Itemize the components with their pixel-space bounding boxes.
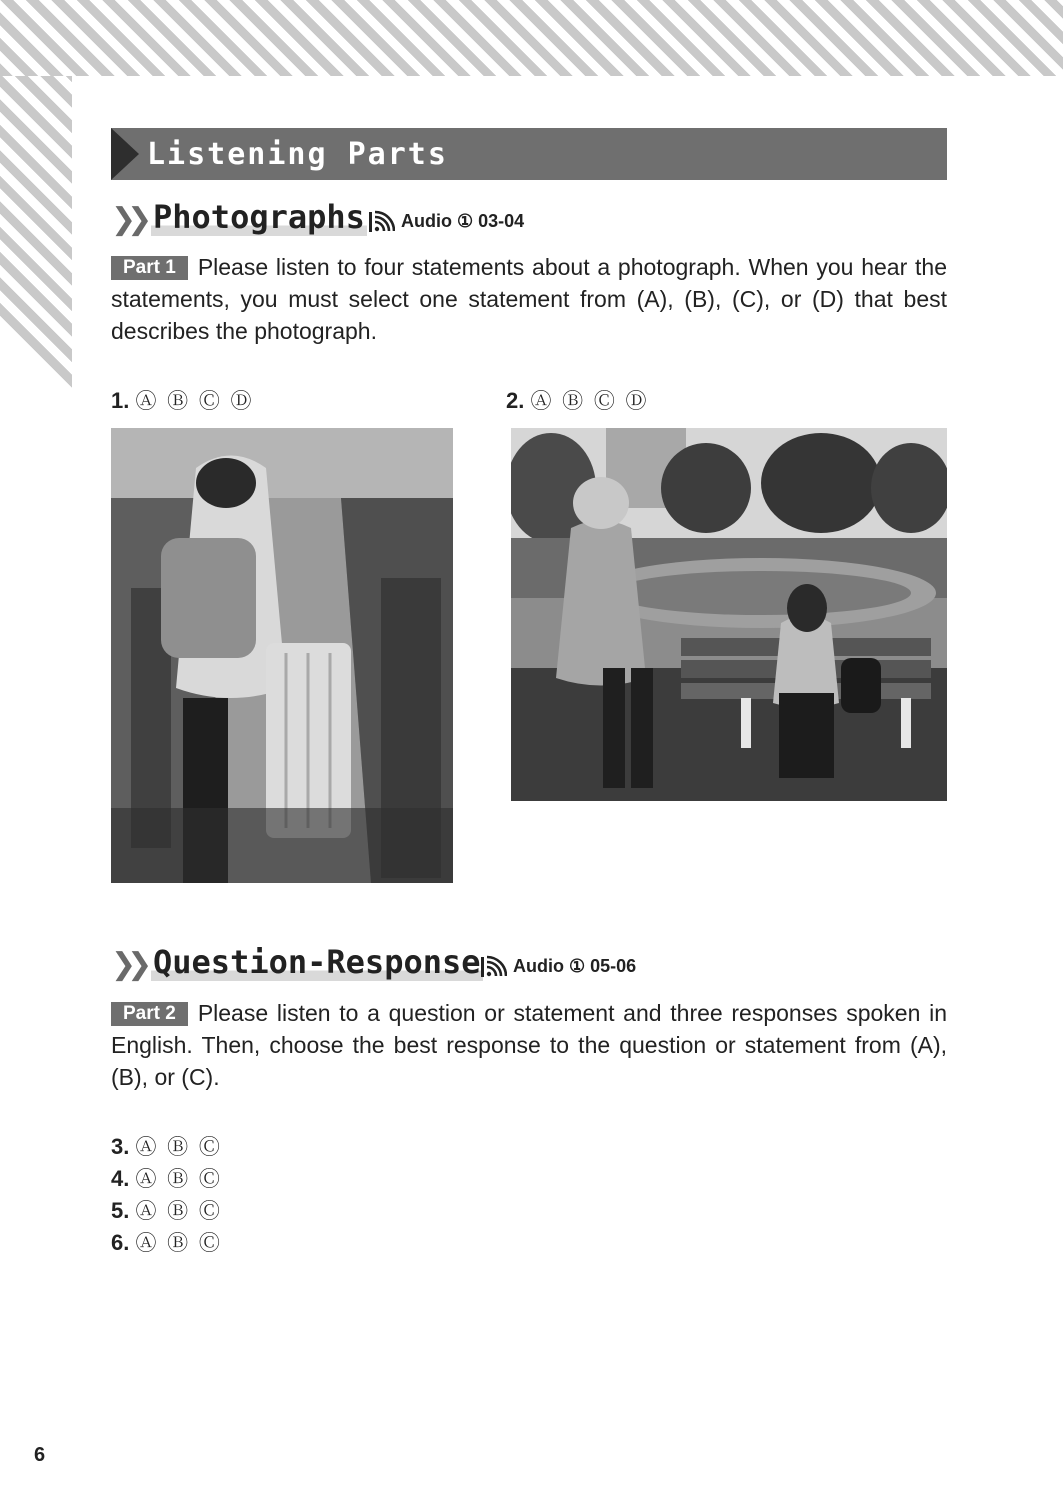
audio-track-label: Audio ① 05-06 [513,956,637,976]
walkway-photo-image [111,428,453,883]
photo-airport-walkway [111,428,453,883]
answer-options[interactable]: Ⓐ Ⓑ Ⓒ Ⓓ [530,389,649,413]
answer-options[interactable]: Ⓐ Ⓑ Ⓒ [135,1135,222,1159]
question-number: 3. [111,1134,130,1159]
part1-instructions [111,251,947,347]
part1-text: Please listen to four statements about a photograph. When you hear the statements, you must select one statement from (A), (B), (C), or (D) that best describes the photograph. [111,254,947,344]
photographs-heading [111,198,611,242]
photo-park-bench [511,428,947,801]
park-photo-image [511,428,947,801]
part2-text: Please listen to a question or statement and three responses spoken in English. Then, choose the best response to the question or statement from (A), (B), or (C). [111,1000,947,1090]
part2-instructions [111,997,947,1093]
answer-options[interactable]: Ⓐ Ⓑ Ⓒ [135,1167,222,1191]
question-response-heading [111,943,671,987]
question-number: 2. [506,388,525,413]
question-3 [111,1131,222,1161]
photographs-audio[interactable] [369,210,524,232]
question-response-audio[interactable] [481,955,636,977]
double-chevron-icon: ❯❯ [111,947,144,982]
answer-options[interactable]: Ⓐ Ⓑ Ⓒ Ⓓ [135,389,254,413]
audio-icon [369,210,395,232]
page-number: 6 [34,1444,46,1466]
question-4 [111,1163,222,1193]
decorative-stripes-side [0,76,72,392]
audio-track-label: Audio ① 03-04 [401,211,525,231]
answer-options[interactable]: Ⓐ Ⓑ Ⓒ [135,1231,222,1255]
double-chevron-icon: ❯❯ [111,202,144,237]
page-title: Listening Parts [147,137,448,172]
question-response-title: Question-Response [153,943,481,981]
question-5 [111,1195,222,1225]
question-2 [506,385,649,415]
question-number: 5. [111,1198,130,1223]
question-number: 6. [111,1230,130,1255]
photographs-title: Photographs [153,198,365,236]
part1-badge: Part 1 [111,256,188,280]
decorative-stripes-top [0,0,1063,76]
banner-arrow-icon [111,128,139,180]
question-number: 1. [111,388,130,413]
question-6 [111,1227,222,1257]
section-banner [111,128,947,180]
part2-badge: Part 2 [111,1002,188,1026]
question-1 [111,385,254,415]
audio-icon [481,955,507,977]
question-number: 4. [111,1166,130,1191]
answer-options[interactable]: Ⓐ Ⓑ Ⓒ [135,1199,222,1223]
